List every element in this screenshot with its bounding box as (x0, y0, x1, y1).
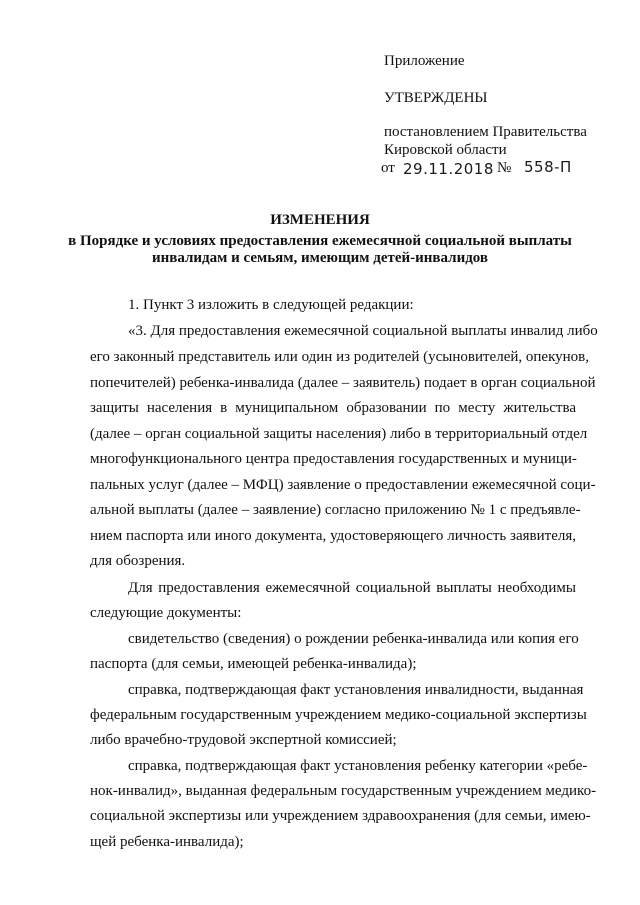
date-prefix: от (381, 160, 395, 176)
decree-line-1: постановлением Правительства (384, 124, 587, 140)
body-line: альной выплаты (далее – заявление) согласно приложению № 1 с предъявле- (90, 502, 581, 518)
number-prefix: № (497, 160, 512, 176)
body-line: нием паспорта или иного документа, удостоверяющего личность заявителя, (90, 528, 576, 544)
body-line: многофункционального центра предоставления государственных и муници- (90, 451, 577, 467)
body-line: пальных услуг (далее – МФЦ) заявление о предоставлении ежемесячной соци- (90, 477, 596, 493)
body-line: для обозрения. (90, 553, 186, 569)
date-value: 29.11.2018 (403, 160, 494, 178)
body-line: его законный представитель или один из родителей (усыновителей, опекунов, (90, 349, 590, 365)
body-line: паспорта (для семьи, имеющей ребенка-инвалида); (90, 656, 417, 672)
body-line: защиты населения в муниципальном образовании по месту жительства (90, 400, 576, 416)
decree-line-2: Кировской области (384, 142, 507, 158)
document-title: ИЗМЕНЕНИЯ (270, 212, 370, 228)
document-subtitle-line-2: инвалидам и семьям, имеющим детей-инвалидов (151, 250, 489, 266)
body-line: следующие документы: (90, 605, 242, 621)
approved-label: УТВЕРЖДЕНЫ (384, 90, 488, 106)
number-value: 558-П (524, 158, 572, 176)
body-line: федеральным государственным учреждением медико-социальной экспертизы (90, 707, 587, 723)
body-line: щей ребенка-инвалида); (90, 834, 244, 850)
appendix-label: Приложение (384, 53, 465, 69)
document-subtitle-line-1: в Порядке и условиях предоставления ежемесячной социальной выплаты (68, 233, 572, 249)
body-line: Для предоставления ежемесячной социальной выплаты необходимы (128, 580, 576, 596)
body-line: социальной экспертизы или учреждением здравоохранения (для семьи, имею- (90, 808, 591, 824)
body-line: 1. Пункт 3 изложить в следующей редакции: (128, 297, 414, 313)
body-line: справка, подтверждающая факт установления инвалидности, выданная (128, 682, 584, 698)
body-line: (далее – орган социальной защиты населения) либо в территориальный отдел (90, 426, 588, 442)
body-line: либо врачебно-трудовой экспертной комиссией; (90, 732, 397, 748)
body-line: «3. Для предоставления ежемесячной социальной выплаты инвалид либо (128, 323, 598, 339)
body-line: нок-инвалид», выданная федеральным государственным учреждением медико- (90, 783, 597, 799)
body-line: справка, подтверждающая факт установления ребенку категории «ребе- (128, 758, 588, 774)
body-line: попечителей) ребенка-инвалида (далее – заявитель) подает в орган социальной (90, 375, 596, 391)
body-line: свидетельство (сведения) о рождении ребенка-инвалида или копия его (128, 631, 579, 647)
